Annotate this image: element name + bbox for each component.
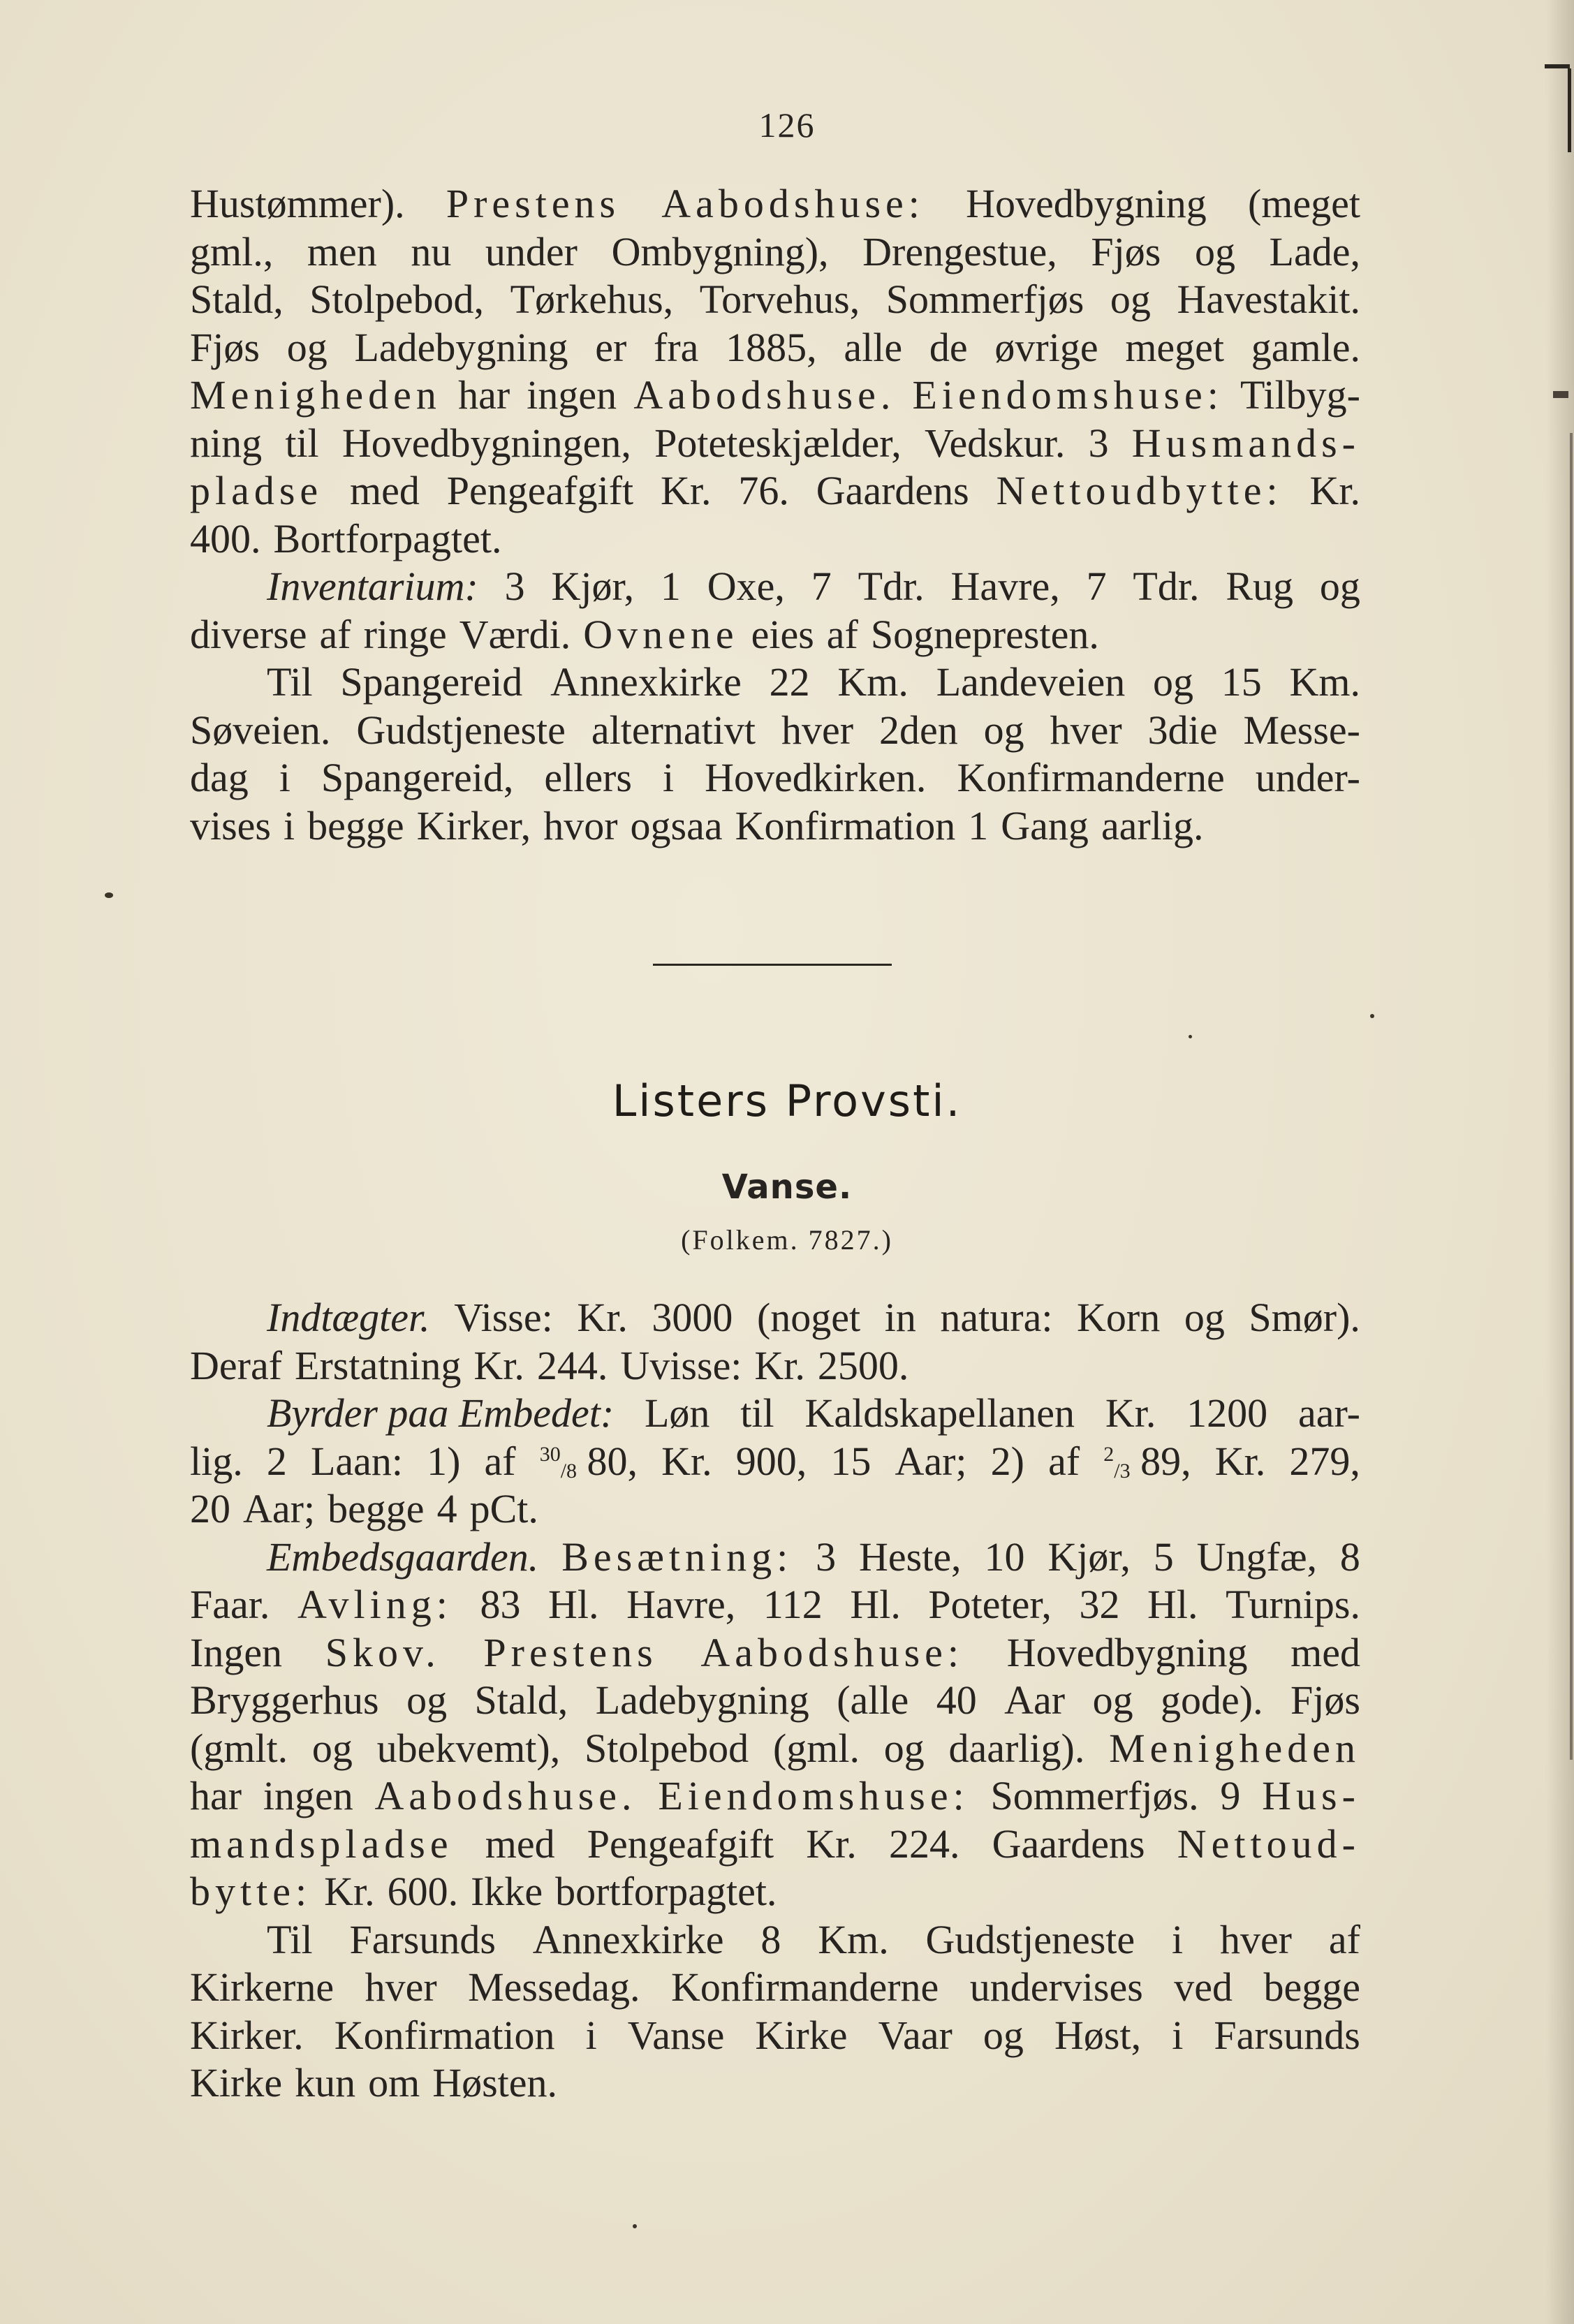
word: natura: (940, 1295, 1053, 1340)
word: Konfirmanderne (671, 1964, 939, 2010)
word: og (1110, 277, 1151, 322)
word: 244. (536, 1342, 608, 1388)
word: Oxe, (707, 564, 785, 609)
word: (gmlt. (190, 1725, 288, 1771)
word: ved (1174, 1964, 1233, 2010)
word: 1 (660, 564, 681, 609)
word: Aabodshuse. (633, 372, 896, 418)
text-line (190, 707, 1360, 755)
word: Annexkirke (550, 659, 742, 705)
word: Hovedbygningen, (341, 420, 631, 466)
word: Stolpebod, (309, 277, 485, 322)
word: og (1319, 564, 1360, 609)
word: Erstatning (295, 1342, 462, 1388)
word: Sognepresten. (870, 611, 1099, 657)
word: med (485, 1821, 555, 1867)
word: eies (751, 611, 814, 657)
word: Aabodshuse: (661, 181, 925, 226)
word: Annexkirke (532, 1916, 724, 1962)
word: Heste, (859, 1534, 962, 1580)
word: Aabodshuse: (700, 1629, 964, 1675)
word: aarlig. (1101, 802, 1204, 848)
word: Landeveien (936, 659, 1126, 705)
word: Bryggerhus (190, 1677, 379, 1723)
word: hver (1050, 707, 1122, 753)
word: og (1152, 659, 1193, 705)
text-line (190, 515, 1360, 564)
word: og (311, 1725, 353, 1771)
word: 5 (1153, 1534, 1174, 1580)
word: om (368, 2060, 420, 2105)
word: 3 (1088, 420, 1109, 466)
text-line (190, 2059, 1360, 2108)
word: Fjøs (1290, 1677, 1360, 1723)
word: i (1171, 1916, 1184, 1962)
word: 10 (984, 1534, 1025, 1580)
word: nu (411, 228, 452, 274)
word: Kr. (754, 1342, 805, 1388)
word: (noget (756, 1295, 861, 1340)
word: i (585, 2012, 597, 2058)
word: de (929, 324, 968, 370)
word: 8 (1339, 1534, 1360, 1580)
text-line (190, 1916, 1360, 1964)
text-line (190, 228, 1360, 277)
word: (gml. (772, 1725, 860, 1771)
word: alle (844, 324, 903, 370)
text-line (190, 1964, 1360, 2012)
word: 4 (436, 1486, 457, 1531)
word: meget (1125, 324, 1225, 370)
word: under- (1255, 755, 1360, 800)
word: Kr. (1105, 1390, 1156, 1436)
text-line (190, 659, 1360, 707)
word: $^2_{/3}$ 89, (1103, 1438, 1191, 1484)
word: Pengeafgift (587, 1821, 774, 1867)
word: 15 (1221, 659, 1262, 705)
word: hver (1219, 1916, 1292, 1962)
word: Aar (1004, 1677, 1066, 1723)
word: Km. (837, 659, 909, 705)
word: øvrige (994, 324, 1098, 370)
word: Konfirmation (735, 802, 956, 848)
word: Kirke (755, 2012, 848, 2058)
word: Eiendomshuse: (658, 1773, 969, 1818)
page-number: 126 (758, 105, 816, 145)
word: Ombygning), (611, 228, 829, 274)
word: Værdi. (459, 611, 571, 657)
section-divider (653, 964, 892, 966)
word: Nettoudbytte: (996, 468, 1283, 513)
word: og (1092, 1677, 1133, 1723)
word: Vedskur. (924, 420, 1066, 466)
word: Hovedbygning (966, 181, 1207, 226)
word: Lade, (1269, 228, 1360, 274)
word: Spangereid, (321, 755, 514, 800)
word: 22 (769, 659, 810, 705)
word: 3die (1147, 707, 1218, 753)
text-line (190, 1821, 1360, 1869)
text-line (190, 1772, 1360, 1821)
word: Hl. (548, 1582, 599, 1627)
word: Gang (1001, 802, 1089, 848)
word: begge (328, 1486, 425, 1531)
word: mandspladse (190, 1821, 453, 1867)
word: af (1328, 1916, 1360, 1962)
text-line (190, 1677, 1360, 1725)
word: og (406, 1677, 448, 1723)
word: Vanse (627, 2012, 725, 2058)
word: Fjøs (190, 324, 260, 370)
word: Konfirmanderne (957, 755, 1225, 800)
word: 2 (266, 1438, 287, 1484)
word: 2den (878, 707, 958, 753)
word: Hus- (1262, 1773, 1360, 1818)
word: vises (190, 802, 271, 848)
word: af (826, 611, 858, 657)
word: og (983, 707, 1024, 753)
word: Eiendomshuse: (912, 372, 1223, 418)
word: 112 (763, 1582, 823, 1627)
word: 76. (738, 468, 789, 513)
text-line (190, 1342, 1360, 1390)
word: fra (654, 324, 699, 370)
text-line (190, 754, 1360, 802)
word: og (286, 324, 328, 370)
word: (meget (1247, 181, 1360, 226)
word: Menigheden (190, 372, 441, 418)
word: Deraf (190, 1342, 283, 1388)
word: af (319, 611, 351, 657)
word: Til (267, 659, 313, 705)
word: (alle (837, 1677, 909, 1723)
word: Farsunds (349, 1916, 496, 1962)
word: daarlig). (948, 1725, 1085, 1771)
word: Kirker, (416, 802, 531, 848)
word: Hl. (1147, 1582, 1198, 1627)
word: i (1172, 2012, 1184, 2058)
word: hvor (543, 802, 618, 848)
word: Konfirmation (334, 2012, 555, 2058)
text-line (190, 420, 1360, 468)
word: Ladebygning (595, 1677, 809, 1723)
word: 1885, (726, 324, 817, 370)
word: undervises (969, 1964, 1143, 2010)
word: Rug (1226, 564, 1294, 609)
word: Havre, (950, 564, 1060, 609)
text-line (190, 1868, 1360, 1916)
text-line (190, 324, 1360, 372)
text-line (190, 1390, 1360, 1438)
text-line (190, 1725, 1360, 1773)
word: Ikke (471, 1869, 543, 1914)
word: 2) (990, 1438, 1024, 1484)
word: Tilbyg- (1240, 372, 1360, 418)
word: 83 (480, 1582, 521, 1627)
word: gamle. (1251, 324, 1360, 370)
word: pladse (190, 468, 323, 513)
word: Torvehus, (699, 277, 860, 322)
word: og (1184, 1295, 1225, 1340)
word: 40 (936, 1677, 977, 1723)
word: Kr. (324, 1869, 375, 1914)
word: Inventarium: (267, 564, 478, 609)
word: 900, (735, 1438, 807, 1484)
word: har (458, 372, 510, 418)
word: med (1290, 1629, 1360, 1675)
word: Spangereid (340, 659, 523, 705)
word: af (1048, 1438, 1080, 1484)
text-line (190, 1629, 1360, 1677)
word: in (884, 1295, 916, 1340)
word: Til (267, 1916, 313, 1962)
word: Fjøs (1091, 228, 1161, 274)
word: til (285, 420, 319, 466)
word: er (595, 324, 627, 370)
word: Ingen (190, 1629, 283, 1675)
word: 3 (816, 1534, 837, 1580)
word: Aar; (243, 1486, 316, 1531)
text-block-top (190, 180, 1360, 850)
word: ubekvemt), (376, 1725, 561, 1771)
word: Kirkerne (190, 1964, 334, 2010)
text-line (190, 1438, 1360, 1486)
word: men (307, 228, 377, 274)
text-block-bottom (190, 1294, 1360, 2108)
word: Tdr. (1133, 564, 1200, 609)
text-line (190, 1581, 1360, 1629)
word: Messe- (1243, 707, 1360, 753)
word: Kr. (806, 1821, 857, 1867)
word: 3 (504, 564, 525, 609)
word: Løn (644, 1390, 710, 1436)
word: dag (190, 755, 249, 800)
word: Ovnene (583, 611, 739, 657)
word: Km. (818, 1916, 889, 1962)
word: i (284, 802, 295, 848)
word: Kirker. (190, 2012, 304, 2058)
word: 3000 (652, 1295, 733, 1340)
word: gml., (190, 228, 274, 274)
word: Bortforpagtet. (273, 515, 502, 561)
word: under (485, 228, 578, 274)
word: Kr. (661, 468, 712, 513)
word: Laan: (310, 1438, 403, 1484)
ink-speck (105, 892, 113, 898)
word: Havre, (626, 1582, 736, 1627)
word: 9 (1220, 1773, 1241, 1818)
word: Pengeafgift (446, 468, 634, 513)
text-line (190, 372, 1360, 420)
word: Poteteskjælder, (654, 420, 902, 466)
word: hver (781, 707, 854, 753)
binding-mark (1545, 64, 1570, 68)
word: i (279, 755, 290, 800)
word: Turnips. (1226, 1582, 1360, 1627)
word: 1200 (1186, 1390, 1268, 1436)
word: Poteter, (928, 1582, 1052, 1627)
word: 600. (387, 1869, 459, 1914)
word: Søveien. (190, 707, 331, 753)
word: Ungfæ, (1196, 1534, 1318, 1580)
text-line (190, 1294, 1360, 1342)
text-line (190, 1485, 1360, 1534)
word: ingen (263, 1773, 353, 1818)
word: og (1194, 228, 1235, 274)
word: 7 (1086, 564, 1107, 609)
word: Nettoud- (1177, 1821, 1360, 1867)
text-line (190, 180, 1360, 228)
binding-mark (1553, 391, 1568, 398)
word: bortforpagtet. (555, 1869, 777, 1914)
word: 8 (760, 1916, 781, 1962)
word: Faar. (190, 1582, 270, 1627)
word: 224. (888, 1821, 960, 1867)
word: $^{30}_{/8}$ 80, (539, 1438, 638, 1484)
word: Sommerfjøs. (990, 1773, 1199, 1818)
word: Indtægter. (267, 1295, 430, 1340)
text-line (190, 276, 1360, 324)
word: af (484, 1438, 516, 1484)
word: Gudstjeneste (356, 707, 566, 753)
word: hver (365, 1964, 437, 2010)
word: Messedag. (468, 1964, 640, 2010)
ink-speck (633, 2224, 637, 2228)
word: til (740, 1390, 774, 1436)
word: Stolpebod (584, 1725, 749, 1771)
word: Hovedbygning (1006, 1629, 1248, 1675)
word: kun (295, 2060, 356, 2105)
word: Sommerfjøs (885, 277, 1084, 322)
word: Stald, (474, 1677, 568, 1723)
text-line (190, 1534, 1360, 1582)
ink-speck (1189, 1035, 1192, 1038)
word: Kr. (473, 1342, 524, 1388)
word: 20 (190, 1486, 230, 1531)
word: Uvisse: (620, 1342, 742, 1388)
text-line (190, 467, 1360, 515)
word: Vaar (878, 2012, 953, 2058)
word: ingen (527, 372, 617, 418)
word: Avling: (297, 1582, 453, 1627)
word: Hovedkirken. (705, 755, 927, 800)
word: begge (1263, 1964, 1360, 2010)
word: 32 (1079, 1582, 1120, 1627)
word: Farsunds (1214, 2012, 1360, 2058)
word: diverse (190, 611, 307, 657)
word: aar- (1298, 1390, 1360, 1436)
word: og (883, 1725, 925, 1771)
word: 1 (968, 802, 989, 848)
word: Smør). (1249, 1295, 1360, 1340)
word: bytte: (190, 1869, 312, 1914)
word: Korn (1077, 1295, 1161, 1340)
word: gode). (1161, 1677, 1263, 1723)
word: i (662, 755, 675, 800)
word: Aar; (895, 1438, 967, 1484)
word: Kjør, (1047, 1534, 1131, 1580)
word: med (350, 468, 420, 513)
word: Gaardens (816, 468, 969, 513)
word: Havestakit. (1177, 277, 1360, 322)
word: Ladebygning (354, 324, 568, 370)
word: Høsten. (432, 2060, 558, 2105)
text-line (190, 802, 1360, 851)
word: Hustømmer). (190, 181, 405, 226)
ink-speck (1370, 1014, 1374, 1018)
word: Kr. (1214, 1438, 1266, 1484)
word: Gudstjeneste (925, 1916, 1135, 1962)
word: 279, (1289, 1438, 1360, 1484)
word: alternativt (591, 707, 756, 753)
word: Visse: (454, 1295, 553, 1340)
word: har (190, 1773, 242, 1818)
parish-name: Vanse. (721, 1168, 853, 1207)
word: Tørkehus, (510, 277, 674, 322)
word: ellers (544, 755, 632, 800)
word: ringe (363, 611, 447, 657)
word: Husmands- (1131, 420, 1360, 466)
word: Drengestue, (862, 228, 1057, 274)
word: Prestens (483, 1629, 658, 1675)
word: 2500. (817, 1342, 909, 1388)
word: pCt. (469, 1486, 538, 1531)
population-note: (Folkem. 7827.) (681, 1224, 893, 1256)
word: 15 (830, 1438, 871, 1484)
text-line (190, 2012, 1360, 2060)
word: ning (190, 420, 263, 466)
word: 400. (190, 515, 261, 561)
word: Hl. (850, 1582, 901, 1627)
text-line (190, 611, 1360, 659)
word: Skov. (325, 1629, 441, 1675)
word: Kirke (190, 2060, 283, 2105)
word: 1) (427, 1438, 461, 1484)
word: lig. (190, 1438, 243, 1484)
text-line (190, 563, 1360, 611)
word: Kr. (661, 1438, 712, 1484)
word: Kr. (577, 1295, 628, 1340)
word: begge (307, 802, 404, 848)
word: 7 (811, 564, 832, 609)
word: Stald, (190, 277, 284, 322)
word: ogsaa (630, 802, 723, 848)
word: og (983, 2012, 1024, 2058)
word: Embedsgaarden. (267, 1534, 539, 1580)
word: Byrder paa Embedet: (267, 1390, 615, 1436)
word: Prestens (446, 181, 621, 226)
word: Høst, (1054, 2012, 1142, 2058)
section-title: Listers Provsti. (612, 1075, 962, 1126)
word: Kaldskapellanen (804, 1390, 1075, 1436)
word: Gaardens (992, 1821, 1145, 1867)
word: Km. (1289, 659, 1360, 705)
word: Kr. (1309, 468, 1360, 513)
word: Menigheden (1109, 1725, 1360, 1771)
word: Kjør, (551, 564, 635, 609)
word: Aabodshuse. (374, 1773, 637, 1818)
word: Besætning: (561, 1534, 793, 1580)
word: Tdr. (858, 564, 925, 609)
